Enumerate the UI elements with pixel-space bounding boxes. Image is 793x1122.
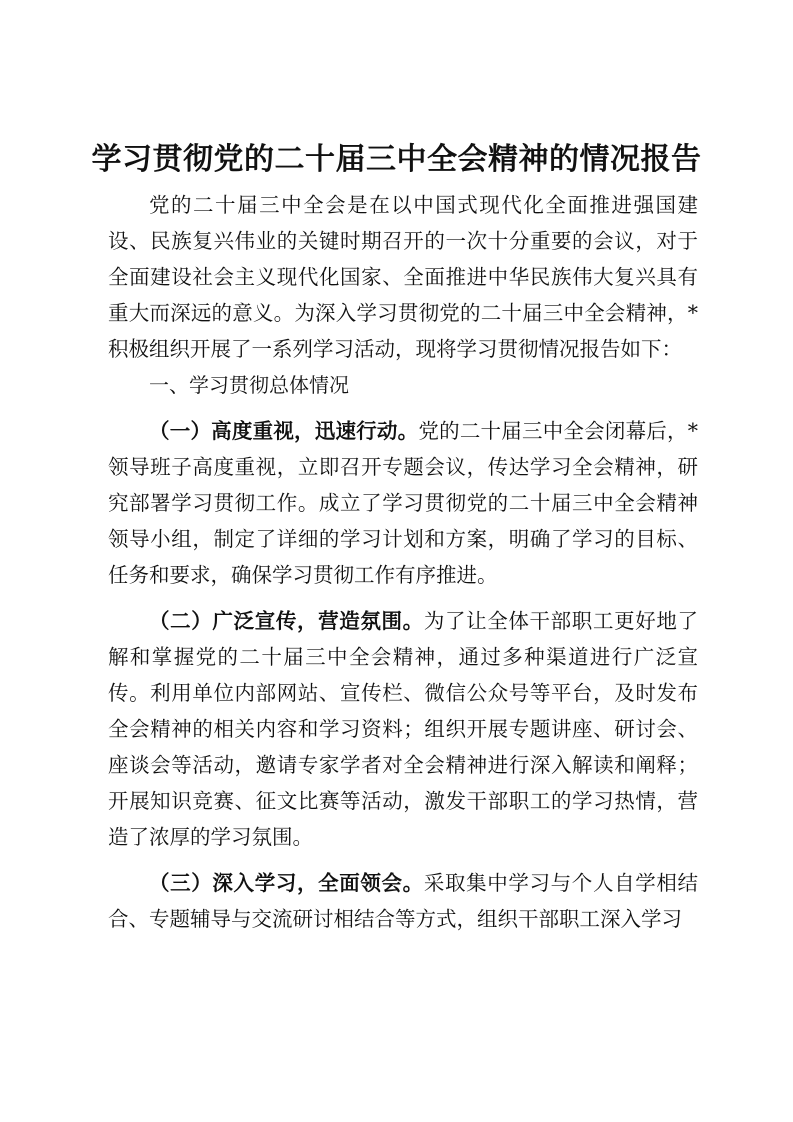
item-paragraph-2 xyxy=(108,603,698,855)
section-heading: 一、学习贯彻总体情况 xyxy=(149,373,349,397)
item-text: 采取集中学习与个人自学相结合、专题辅导与交流研讨相结合等方式，组织干部职工深入学习 xyxy=(108,871,699,931)
item-text: 党的二十届三中全会闭幕后，*领导班子高度重视，立即召开专题会议，传达学习全会精神，研究部署学习贯彻工作。成立了学习贯彻党的二十届三中全会精神领导小组，制定了详细的学习计划和方案，明确了学习的目标、任务和要求，确保学习贯彻工作有序推进。 xyxy=(108,419,698,587)
item-lead: （二）广泛宣传，营造氛围。 xyxy=(149,609,424,633)
document-title: 学习贯彻党的二十届三中全会精神的情况报告 xyxy=(91,142,702,177)
item-lead: （三）深入学习，全面领会。 xyxy=(149,871,424,895)
intro-paragraph: 党的二十届三中全会是在以中国式现代化全面推进强国建设、民族复兴伟业的关键时期召开的一次十分重要的会议，对于全面建设社会主义现代化国家、全面推进中华民族伟大复兴具有重大而深远的意义。为深入学习贯彻党的二十届三中全会精神，*积极组织开展了一系列学习活动，现将学习贯彻情况报告如下： xyxy=(108,193,698,361)
item-lead: （一）高度重视，迅速行动。 xyxy=(149,419,419,443)
item-paragraph-3 xyxy=(108,865,698,937)
item-paragraph-1 xyxy=(108,413,698,593)
document-body xyxy=(108,187,698,937)
item-text: 为了让全体干部职工更好地了解和掌握党的二十届三中全会精神，通过多种渠道进行广泛宣传。利用单位内部网站、宣传栏、微信公众号等平台，及时发布全会精神的相关内容和学习资料；组织开展专题讲座、研讨会、座谈会等活动，邀请专家学者对全会精神进行深入解读和阐释；开展知识竞赛、征文比赛等活动，激发干部职工的学习热情，营造了浓厚的学习氛围。 xyxy=(108,609,699,849)
